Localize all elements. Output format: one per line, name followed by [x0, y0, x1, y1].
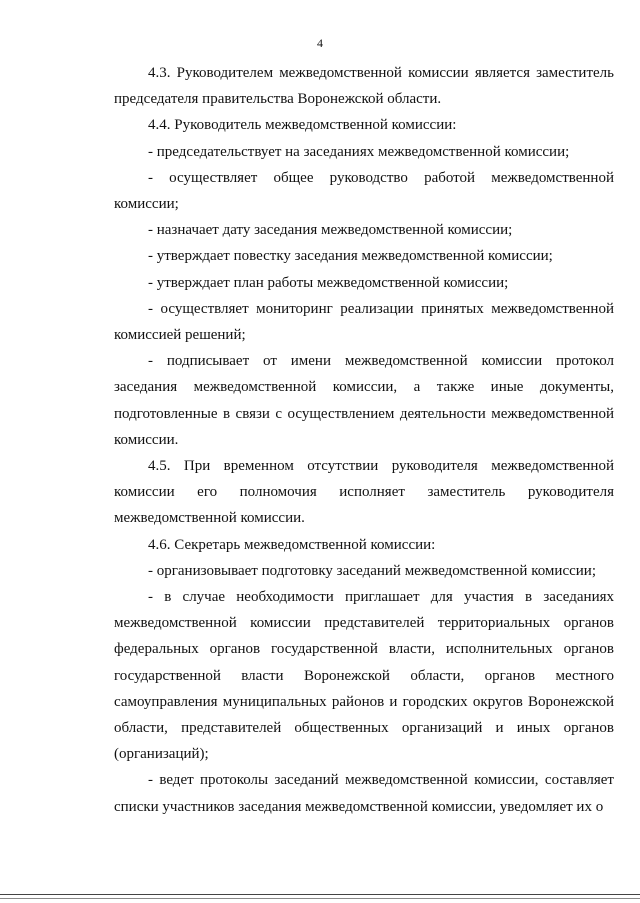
paragraph-4-4: 4.4. Руководитель межведомственной комиссии:: [148, 117, 457, 134]
list-item: - в случае необходимости приглашает для участия в заседаниях межведомственной комиссии представителей территориальных органов федеральных органов государственной власти, исполнительных органов государственной власти Воронежской области, органов местного самоуправления муниципальных районов и городских округов Воронежской области, представителей общественных организаций и иных органов (организаций);: [114, 589, 614, 763]
list-item: - председательствует на заседаниях межведомственной комиссии;: [148, 143, 570, 160]
list-item: - осуществляет общее руководство работой межведомственной комиссии;: [114, 169, 614, 213]
page-number: 4: [317, 36, 323, 50]
page-bottom-border: [0, 898, 640, 899]
list-item: - утверждает повестку заседания межведомственной комиссии;: [148, 248, 553, 265]
paragraph-4-5: 4.5. При временном отсутствии руководителя межведомственной комиссии его полномочия исполняет заместитель руководителя межведомственной комиссии.: [114, 458, 614, 527]
list-item: - назначает дату заседания межведомственной комиссии;: [148, 222, 513, 239]
list-item: - утверждает план работы межведомственной комиссии;: [148, 274, 509, 291]
list-item: - осуществляет мониторинг реализации принятых межведомственной комиссией решений;: [114, 300, 614, 344]
document-body: [114, 60, 614, 820]
list-item: - ведет протоколы заседаний межведомственной комиссии, составляет списки участников заседания межведомственной комиссии, уведомляет их о: [114, 772, 614, 815]
list-item: - подписывает от имени межведомственной комиссии протокол заседания межведомственной комиссии, а также иные документы, подготовленные в связи с осуществлением деятельности межведомственной комиссии.: [114, 353, 614, 448]
paragraph-4-3: 4.3. Руководителем межведомственной комиссии является заместитель председателя правительства Воронежской области.: [114, 65, 614, 108]
paragraph-4-6: 4.6. Секретарь межведомственной комиссии:: [148, 536, 436, 553]
list-item: - организовывает подготовку заседаний межведомственной комиссии;: [148, 562, 596, 579]
page-bottom-border: [0, 894, 640, 895]
